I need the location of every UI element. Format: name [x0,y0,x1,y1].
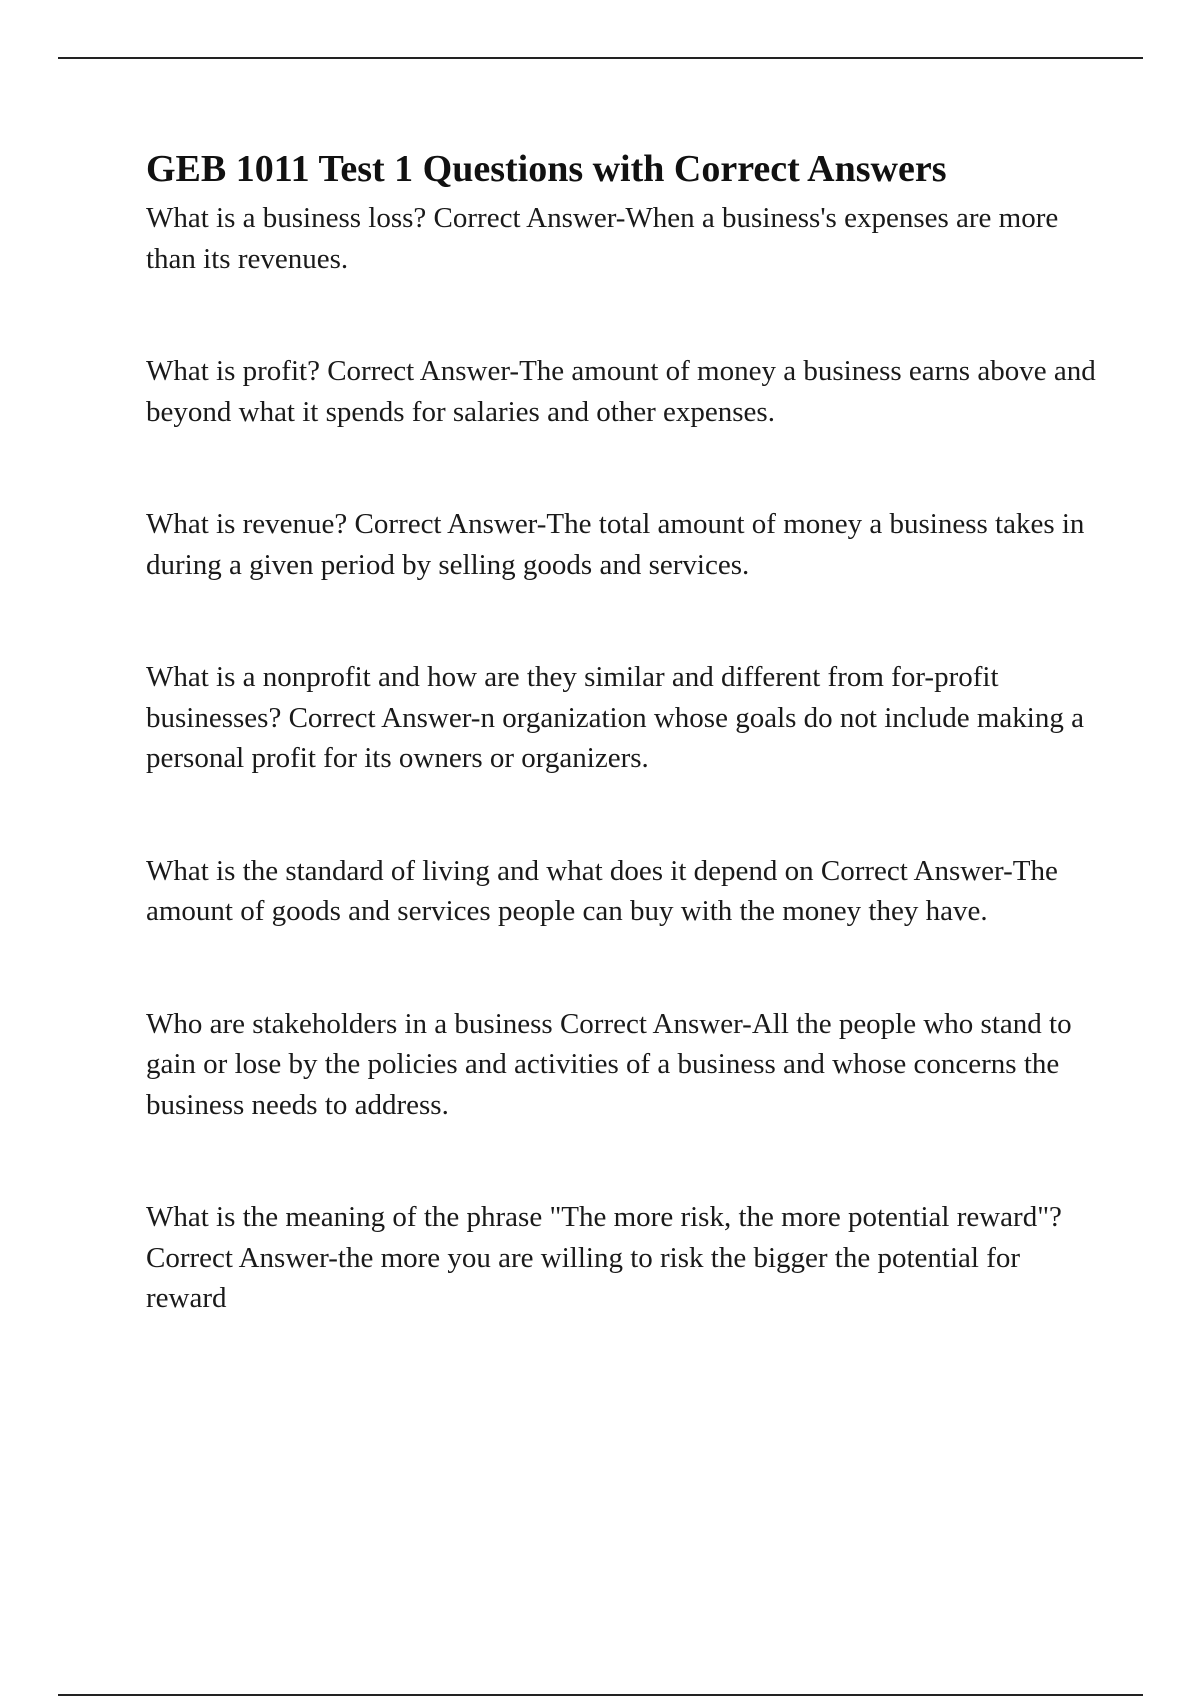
qa-list [146,198,1096,1319]
bottom-divider [58,1694,1143,1696]
document-title: GEB 1011 Test 1 Questions with Correct Answers [146,148,947,190]
qa-item-business-loss: What is a business loss? Correct Answer-When a business's expenses are more than its revenues. [146,202,1059,275]
qa-item-revenue: What is revenue? Correct Answer-The total amount of money a business takes in during a given period by selling goods and services. [146,508,1085,581]
qa-item-standard-of-living: What is the standard of living and what does it depend on Correct Answer-The amount of goods and services people can buy with the money they have. [146,854,1058,927]
document-body [146,143,1096,1319]
qa-item-nonprofit: What is a nonprofit and how are they similar and different from for-profit businesses? Correct Answer-n organization whose goals do not include making a personal profit for its owners or organizers. [146,661,1084,774]
qa-item-stakeholders: Who are stakeholders in a business Correct Answer-All the people who stand to gain or lose by the policies and activities of a business and whose concerns the business needs to address. [146,1007,1072,1121]
qa-item-risk-reward: What is the meaning of the phrase "The more risk, the more potential reward"? Correct Answer-the more you are willing to risk the bigger the potential for reward [146,1201,1062,1314]
top-divider [58,57,1143,59]
qa-item-profit: What is profit? Correct Answer-The amount of money a business earns above and beyond what it spends for salaries and other expenses. [146,355,1096,428]
